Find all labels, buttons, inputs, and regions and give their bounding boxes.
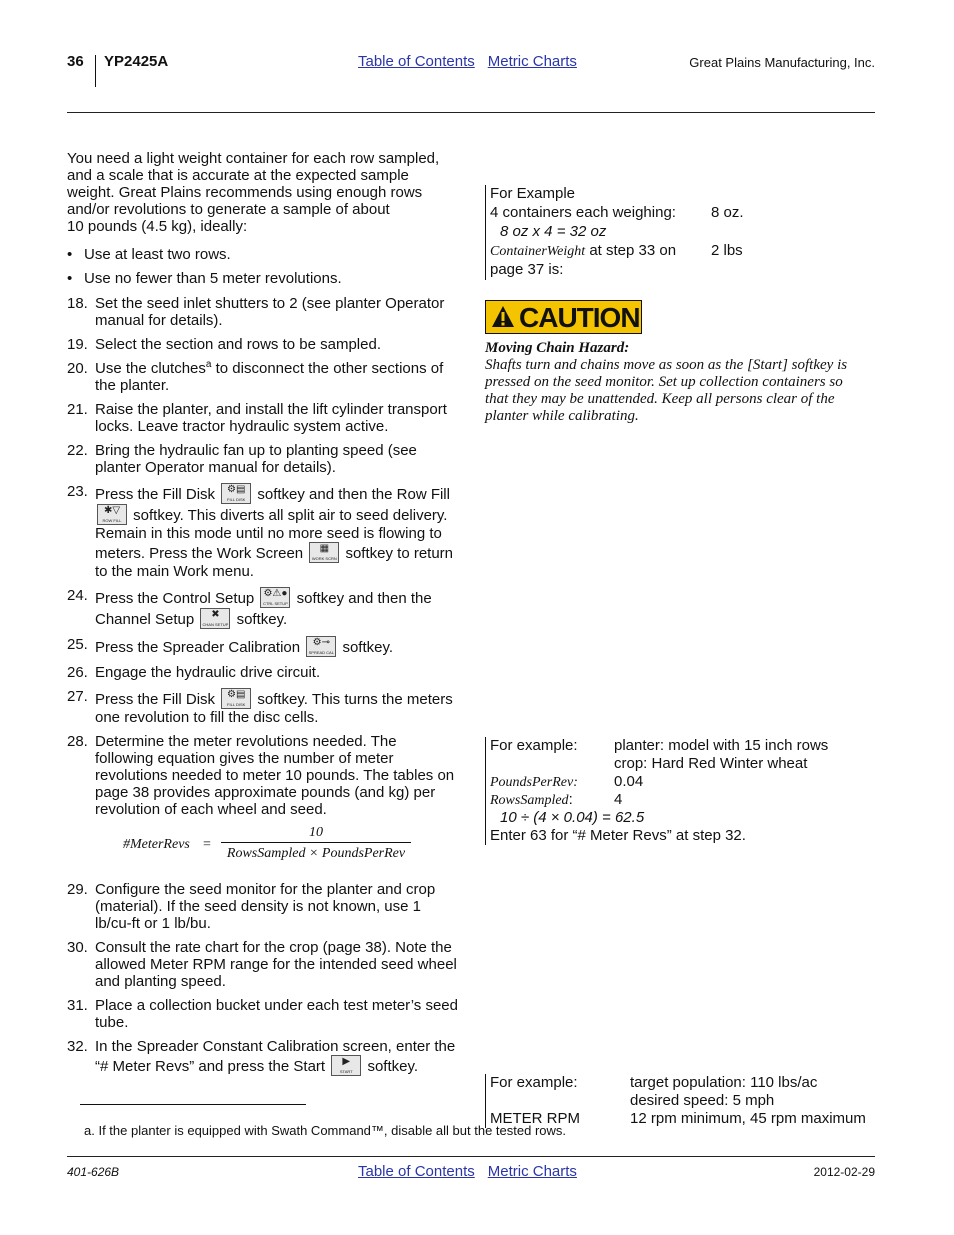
- meter-revs-equation: #MeterRevs = 10 RowsSampled × PoundsPerRev: [123, 828, 459, 868]
- example-value: crop: Hard Red Winter wheat: [614, 755, 808, 772]
- example-label: For example:: [490, 737, 578, 754]
- intro-line: You need a light weight container for each row sampled,: [67, 150, 440, 167]
- metric-charts-link[interactable]: Metric Charts: [487, 53, 577, 70]
- example-label: For example:: [490, 1074, 578, 1091]
- toc-link[interactable]: Table of Contents: [358, 53, 475, 70]
- document-id: YP2425A: [104, 53, 169, 70]
- step-21: 21. Raise the planter, and install the lift cylinder transport locks. Leave tractor hydraulic system active.: [67, 401, 447, 435]
- row-fill-softkey-icon: ✱▽ ROW FILL: [97, 504, 127, 525]
- step-27: 27. Press the Fill Disk ⚙▤ FILL DISK softkey. This turns the meters one revolution to fill the disc cells.: [67, 688, 453, 726]
- example-row: page 37 is:: [490, 261, 564, 278]
- example-meter-revs: For example: planter: model with 15 inch rows crop: Hard Red Winter wheat PoundsPerRev: 0.04 RowsSampled: 4 10 ÷ (4 × 0.04) = 62.5 Enter 63 for “# Meter Revs” at step 32.: [485, 737, 850, 845]
- metric-charts-link[interactable]: Metric Charts: [487, 1163, 577, 1180]
- work-screen-softkey-icon: ▦ WORK SCRN: [309, 542, 339, 563]
- example-value: planter: model with 15 inch rows: [614, 737, 829, 754]
- step-23: 23. Press the Fill Disk ⚙▤ FILL DISK softkey and then the Row Fill ✱▽ ROW FILL softkey. This diverts all split air to seed delivery. Remain in this mode until no more seed is flowing to meters. Press the Work Screen ▦ WORK SCRN softkey to return to the main Work menu.: [67, 483, 454, 580]
- toc-link[interactable]: Table of Contents: [358, 1163, 475, 1180]
- header-divider: [95, 55, 96, 87]
- example-term: METER RPM: [490, 1110, 580, 1127]
- warning-icon: [491, 305, 515, 328]
- footnote-marker: a: [205, 359, 212, 370]
- header-nav: [358, 53, 577, 70]
- step-32: 32. In the Spreader Constant Calibration screen, enter the “# Meter Revs” and press the Start ▶ START softkey.: [67, 1038, 456, 1075]
- intro-line: and a scale that is accurate at the expected sample: [67, 167, 409, 184]
- caution-label: [485, 300, 642, 334]
- example-row: 4 containers each weighing: 8 oz.: [490, 204, 744, 221]
- hazard-title: Moving Chain Hazard:: [485, 340, 630, 356]
- bullet-item: • Use no fewer than 5 meter revolutions.: [67, 270, 342, 287]
- company-name: Great Plains Manufacturing, Inc.: [689, 55, 875, 70]
- example-value: 4: [614, 791, 623, 808]
- footer-nav: [358, 1163, 577, 1180]
- example-term: PoundsPerRev:: [490, 775, 578, 790]
- step-29: 29. Configure the seed monitor for the planter and crop (material). If the seed density is not known, use 1 lb/cu-ft or 1 lb/bu.: [67, 881, 436, 932]
- header-rule: [67, 112, 875, 113]
- start-softkey-icon: ▶ START: [331, 1055, 361, 1076]
- example-value: target population: 110 lbs/ac: [630, 1074, 818, 1091]
- footnote-rule: [80, 1104, 306, 1105]
- example-value: 0.04: [614, 773, 644, 790]
- hazard-message: [485, 340, 865, 425]
- example-value: 12 rpm minimum, 45 rpm maximum: [630, 1110, 866, 1127]
- step-18: 18. Set the seed inlet shutters to 2 (see planter Operator manual for details).: [67, 295, 445, 329]
- step-19: 19. Select the section and rows to be sampled.: [67, 336, 381, 353]
- fill-disk-softkey-icon: ⚙▤ FILL DISK: [221, 483, 251, 504]
- example-instruction: Enter 63 for “# Meter Revs” at step 32.: [490, 827, 746, 844]
- intro-paragraph: [67, 150, 459, 235]
- example-term: RowsSampled: [490, 793, 569, 808]
- example-row: ContainerWeight at step 33 on 2 lbs: [490, 242, 743, 259]
- fill-disk-softkey-icon: ⚙▤ FILL DISK: [221, 688, 251, 709]
- step-28: 28. Determine the meter revolutions needed. The following equation gives the number of meter revolutions needed to meter 10 pounds. The tables on page 38 provides approximate pounds (and kg) per revolution of each wheel and seed.: [67, 733, 455, 818]
- footnote: a. If the planter is equipped with Swath Command™, disable all but the tested rows.: [84, 1123, 566, 1138]
- step-31: 31. Place a collection bucket under each test meter’s seed tube.: [67, 997, 458, 1031]
- example-title: For Example: [490, 185, 576, 202]
- example-value: desired speed: 5 mph: [630, 1092, 775, 1109]
- step-20: 20. Use the clutches$^a$ to disconnect the other sections of the planter.: [67, 359, 444, 394]
- step-30: 30. Consult the rate chart for the crop (page 38). Note the allowed Meter RPM range for the intended seed wheel and planting speed.: [67, 939, 457, 990]
- step-26: 26. Engage the hydraulic drive circuit.: [67, 664, 321, 681]
- document-code: 401-626B: [67, 1165, 120, 1179]
- step-24: 24. Press the Control Setup ⚙⚠● CTRL SETUP softkey and then the Channel Setup ✖ CHAN SETUP softkey.: [67, 587, 432, 628]
- intro-line: and/or revolutions to generate a sample of about: [67, 201, 390, 218]
- example-meter-rpm: [485, 1074, 880, 1128]
- bullet-item: • Use at least two rows.: [67, 246, 231, 263]
- caution-word: CAUTION: [519, 302, 640, 333]
- channel-setup-softkey-icon: ✖ CHAN SETUP: [200, 608, 230, 629]
- example-calc: 10 ÷ (4 × 0.04) = 62.5: [500, 809, 645, 826]
- revision-date: 2012-02-29: [813, 1165, 875, 1179]
- intro-line: weight. Great Plains recommends using enough rows: [67, 184, 423, 201]
- page-number: 36: [67, 53, 84, 70]
- step-25: 25. Press the Spreader Calibration ⚙⊸ SPREAD CAL softkey.: [67, 636, 394, 656]
- intro-line: 10 pounds (4.5 kg), ideally:: [67, 218, 248, 235]
- footer-rule: [67, 1156, 875, 1157]
- control-setup-softkey-icon: ⚙⚠● CTRL SETUP: [260, 587, 290, 608]
- step-22: 22. Bring the hydraulic fan up to planting speed (see planter Operator manual for details).: [67, 442, 417, 476]
- spreader-calibration-softkey-icon: ⚙⊸ SPREAD CAL: [306, 636, 336, 657]
- example-container-weight: [485, 185, 790, 280]
- example-calc: 8 oz x 4 = 32 oz: [500, 223, 607, 240]
- procedure-column: [67, 150, 459, 1076]
- hazard-body: Shafts turn and chains move as soon as the [Start] softkey is pressed on the seed monitor. Set up collection containers so that they may be unattended. Keep all persons clear of the planter while calibrating.: [485, 357, 848, 424]
